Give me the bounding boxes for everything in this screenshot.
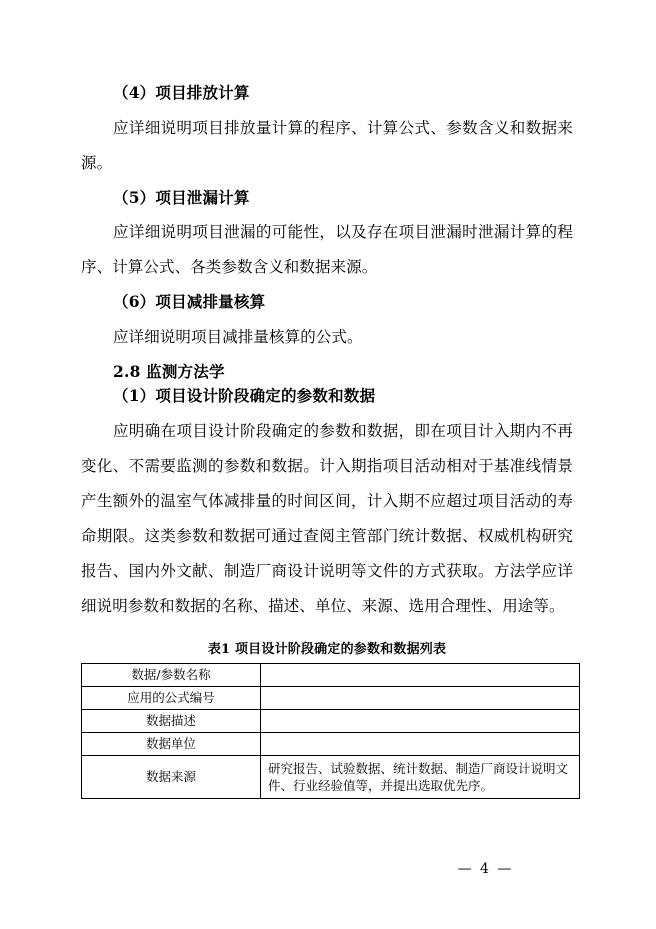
row-label-data-unit: 数据单位 (82, 732, 261, 755)
spacer (81, 205, 573, 215)
row-value-data-parameter-name[interactable] (261, 663, 580, 686)
row-label-formula-number: 应用的公式编号 (82, 686, 261, 709)
heading-project-leakage-calculation: （5）项目泄漏计算 (113, 187, 250, 207)
paragraph-project-leakage-calculation: 应详细说明项目泄漏的可能性，以及存在项目泄漏时泄漏计算的程序、计算公式、各类参数含义和数据来源。 (81, 223, 573, 276)
row-label-data-source: 数据来源 (82, 755, 261, 798)
heading-design-stage-parameters: （1）项目设计阶段确定的参数和数据 (113, 386, 376, 405)
heading-monitoring-methodology: 2.8 监测方法学 (113, 361, 225, 381)
spacer (81, 310, 573, 320)
paragraph-project-emission-calculation: 应详细说明项目排放量计算的程序、计算公式、参数含义和数据来源。 (81, 118, 573, 172)
paragraph-design-stage-parameters: 应明确在项目设计阶段确定的参数和数据，即在项目计入期内不再变化、不需要监测的参数和数据。计入期指项目活动相对于基准线情景产生额外的温室气体减排量的时间区间，计入期不应超过项目活动的寿命期限。这类参数和数据可通过查阅主管部门统计数据、权威机构研究报告、国内外文献、制造厂商设计说明等文件的方式获取。方法学应详细说明参数和数据的名称、描述、单位、来源、选用合理性、用途等。 (81, 421, 573, 615)
table-row (82, 755, 580, 798)
row-label-data-description: 数据描述 (82, 709, 261, 732)
row-value-formula-number[interactable] (261, 686, 580, 709)
parameters-data-table (81, 663, 580, 799)
spacer (81, 101, 573, 111)
table-row (82, 709, 580, 732)
page-number: — 4 — (457, 861, 514, 877)
table-caption: 表1 项目设计阶段确定的参数和数据列表 (207, 641, 447, 657)
table-row (82, 732, 580, 755)
heading-emission-reduction-accounting: （6）项目减排量核算 (113, 292, 266, 311)
row-label-data-parameter-name: 数据/参数名称 (82, 663, 261, 686)
row-value-data-description[interactable] (261, 709, 580, 732)
heading-project-emission-calculation: （4）项目排放计算 (113, 83, 250, 102)
table-row (82, 663, 580, 686)
table-row (82, 686, 580, 709)
paragraph-emission-reduction-accounting: 应详细说明项目减排量核算的公式。 (113, 327, 363, 346)
row-value-data-unit[interactable] (261, 732, 580, 755)
row-value-data-source[interactable]: 研究报告、试验数据、统计数据、制造厂商设计说明文件、行业经验值等，并提出选取优先序。 (261, 755, 580, 798)
spacer (81, 404, 573, 414)
